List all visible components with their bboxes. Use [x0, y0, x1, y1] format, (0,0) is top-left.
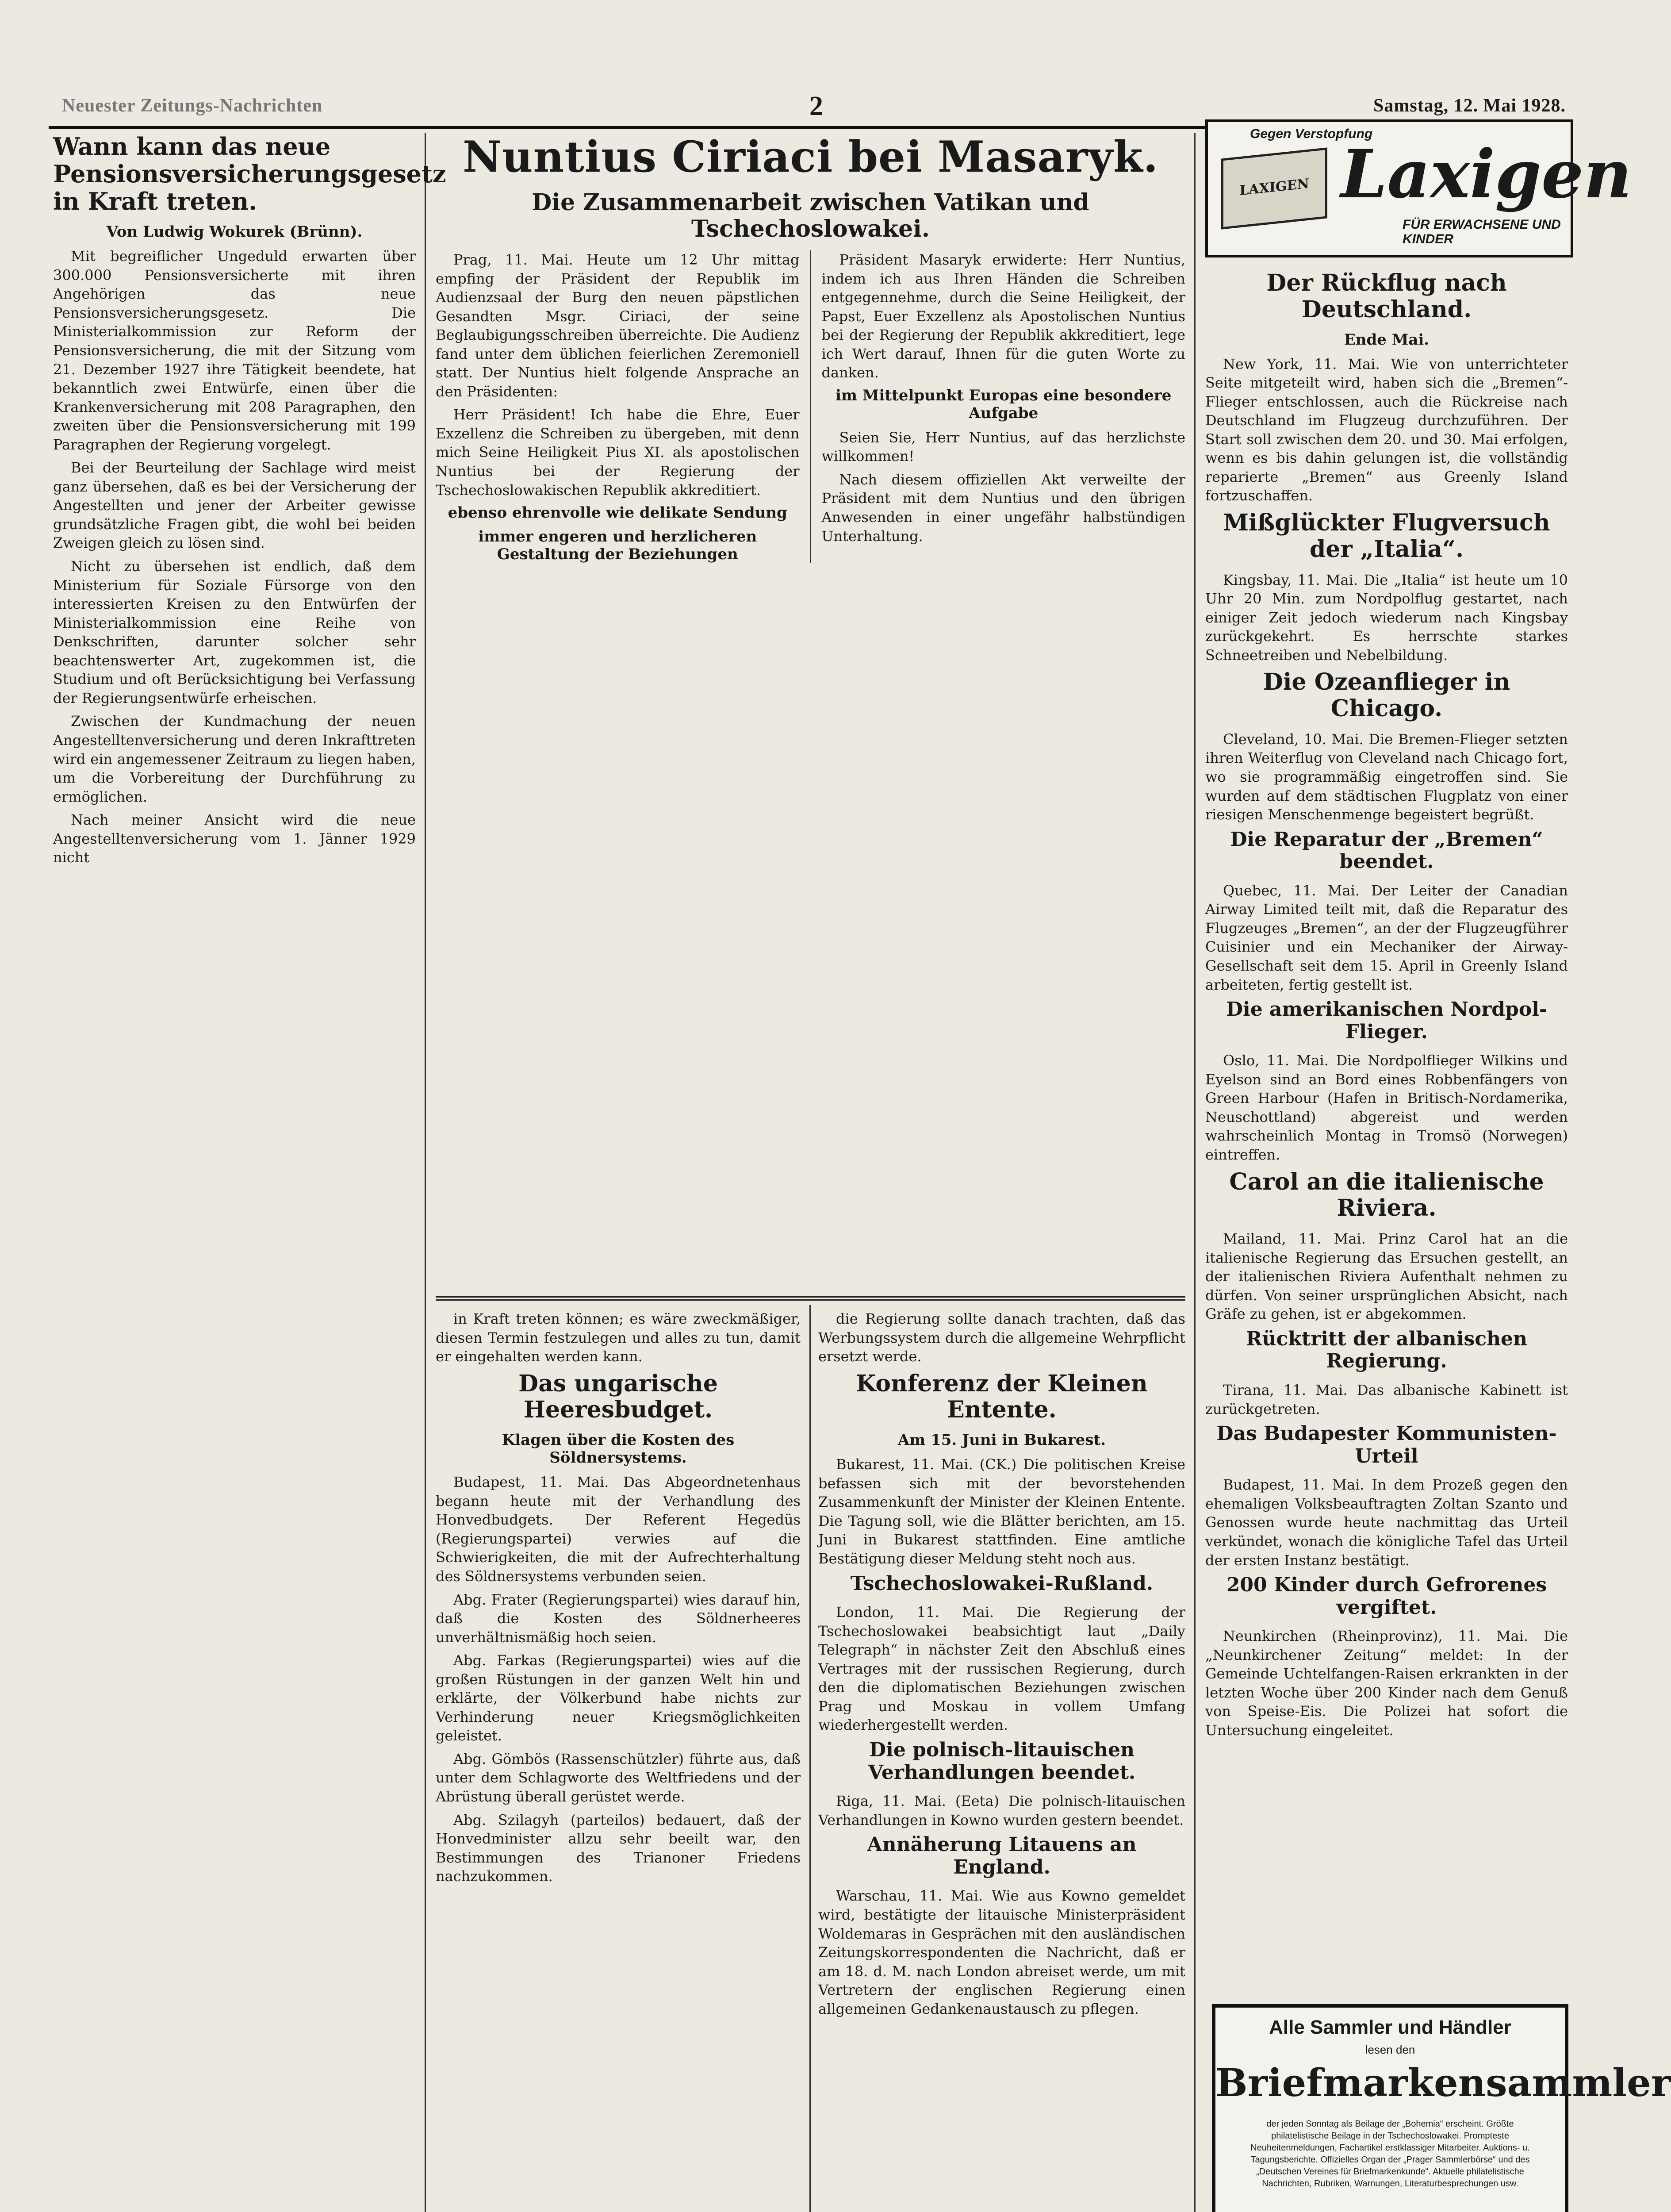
article-paragraph: Mit begreiflicher Ungeduld erwarten über 300.000 Pensionsversicherte mit ihren Angehörigen das neue Pensionsversicherungsgesetz. Die Ministerialkommission zur Reform der Pensionsversicherung, die mit der Sitzung vom 21. Dezember 1927 ihre Tätigkeit beendete, hat bekanntlich zwei Entwürfe, einen über die Krankenversicherung mit 208 Paragraphen, den zweiten über die Pensionsversicherung mit 199 Paragraphen der Regierung vorgelegt.	[53, 248, 416, 453]
article-paragraph: Nach meiner Ansicht wird die neue Angestelltenversicherung vom 1. Jänner 1929 nicht	[53, 811, 416, 866]
article-paragraph: Kingsbay, 11. Mai. Die „Italia“ ist heute um 10 Uhr 20 Min. zum Nordpolflug gestartet, nach einiger Zeit jedoch wiederum nach Kingsbay zurückgekehrt. Es herrschte starkes Schneetreiben und Nebelbildung.	[1205, 571, 1568, 664]
article-paragraph: Cleveland, 10. Mai. Die Bremen-Flieger setzten ihren Weiterflug von Cleveland nach Chicago fort, wo sie programmäßig eingetroffen sind. Sie wurden auf dem städtischen Flugplatz von einer riesigen Menschenmenge begeistert begrüßt.	[1205, 730, 1568, 823]
article-paragraph: in Kraft treten können; es wäre zweckmäßiger, diesen Termin festzulegen und alles zu tun, damit er eingehalten werden kann.	[436, 1310, 801, 1365]
article-title: Der Rückflug nach Deutschland.	[1266, 269, 1507, 323]
article-title: Die Ozeanflieger in Chicago.	[1263, 668, 1510, 722]
article-paragraph: Neunkirchen (Rheinprovinz), 11. Mai. Die „Neunkirchener Zeitung“ meldet: In der Gemeinde Uchtelfangen-Raisen erkrankten in der letzten Woche über 200 Kinder nach dem Genuß von Speise-Eis. Die Polizei hat sofort die Untersuchung eingeleitet.	[1205, 1628, 1568, 1739]
article-paragraph: Riga, 11. Mai. (Eeta) Die polnisch-litauischen Verhandlungen in Kowno wurden gestern beendet.	[818, 1793, 1185, 1828]
ad-tagline: Gegen Verstopfung	[1250, 127, 1373, 141]
article-title: Die Reparatur der „Bremen“ beendet.	[1230, 828, 1543, 873]
laxigen-package-icon	[1221, 147, 1327, 229]
foreign-news-section	[818, 1310, 1185, 2212]
article-paragraph: Herr Präsident! Ich habe die Ehre, Euer Exzellenz die Schreiben zu übergeben, mit denn mich Seine Heiligkeit Pius XI. als apostolischen Nuntius bei der Regierung der Tschechoslowakischen Republik akkreditiert.	[436, 406, 800, 499]
article-paragraph: Präsident Masaryk erwiderte: Herr Nuntius, indem ich aus Ihren Händen die Schreiben entgegennehme, durch die Seine Heiligkeit, der Papst, Euer Exzellenz als Apostolischen Nuntius bei der Regierung der Republik akkreditiert, lege ich Wert darauf, Ihnen für die guten Worte zu danken.	[821, 251, 1185, 381]
article-paragraph: Abg. Frater (Regierungspartei) wies darauf hin, daß die Kosten des Söldnerheeres unverhältnismäßig hoch seien.	[436, 1591, 801, 1646]
column-divider	[809, 1305, 811, 2212]
article-paragraph: Tirana, 11. Mai. Das albanische Kabinett ist zurückgetreten.	[1205, 1382, 1568, 1417]
ad-headline: Alle Sammler und Händler	[1269, 2016, 1511, 2038]
article-title: Tschechoslowakei-Rußland.	[850, 1572, 1154, 1595]
center-article-body	[436, 250, 1185, 563]
ad-body: der jeden Sonntag als Beilage der „Bohemia“ erscheint. Größte philatelistische Beilage in der Tschechoslowakei. Prompteste Neuheitenmeldungen, Fachartikel erstklassiger Mitarbeiter. Auktions- u. Tagungsberichte. Offizielles Organ der „Prager Sammlerbörse“ und des „Deutschen Vereines für Briefmarkenkunde“. Aktuelle philatelistische Nachrichten, Rubriken, Warnungen, Literaturbesprechungen usw.	[1250, 2119, 1530, 2189]
masthead-left: Neuester Zeitungs-Nachrichten	[62, 96, 323, 116]
laxigen-ad	[1205, 119, 1632, 257]
ad-brand: Laxigen	[1341, 135, 1632, 213]
article-title: Wann kann das neue Pensionsversicherungsgesetz in Kraft treten.	[53, 132, 446, 216]
issue-date: Samstag, 12. Mai 1928.	[1373, 96, 1566, 116]
ad-subline: lesen den	[1365, 2043, 1415, 2056]
briefmarkensammler-ad	[1212, 2004, 1671, 2212]
center-article	[436, 133, 1185, 1292]
article-title: Mißglückter Flugversuch der „Italia“.	[1223, 509, 1550, 563]
article-paragraph: Bei der Beurteilung der Sachlage wird meist ganz übersehen, daß es bei der Versicherung der Angestellten und jener der Arbeiter gewisse grundsätzliche Fragen gibt, die wohl bei beiden Zweigen gleich zu lösen sind.	[53, 459, 416, 552]
article-paragraph: Bukarest, 11. Mai. (CK.) Die politischen Kreise befassen sich mit der bevorstehenden Zusammenkunft der Minister der Kleinen Entente. Die Tagung soll, wie die Blätter berichten, am 15. Juni in Bukarest stattfinden. Eine amtliche Bestätigung dieser Meldung steht noch aus.	[818, 1456, 1185, 1567]
article-title: 200 Kinder durch Gefrorenes vergiftet.	[1226, 1574, 1547, 1619]
left-article	[53, 132, 446, 2212]
article-paragraph: Warschau, 11. Mai. Wie aus Kowno gemeldet wird, bestätigte der litauische Ministerpräsident Woldemaras in Gesprächen mit den ausländischen Zeitungskorrespondenten die Nachricht, daß er am 18. d. M. nach London abreiset werde, um mit Vertretern der englischen Regierung einen allgemeinen Gedankenaustausch zu pflegen.	[818, 1887, 1185, 2017]
column-divider	[1194, 133, 1196, 2212]
ad-subline: FÜR ERWACHSENE UND KINDER	[1403, 217, 1561, 246]
article-kicker: im Mittelpunkt Europas eine besondere Aufgabe	[836, 386, 1172, 422]
article-paragraph: die Regierung sollte danach trachten, daß das Werbungssystem durch die allgemeine Wehrpflicht ersetzt werde.	[818, 1310, 1185, 1365]
package-label: LAXIGEN	[1239, 176, 1309, 199]
article-title: Nuntius Ciriaci bei Masaryk.	[463, 132, 1158, 182]
ad-brand: Briefmarkensammler	[1215, 2061, 1671, 2105]
article-paragraph: Nicht zu übersehen ist endlich, daß dem Ministerium für Soziale Fürsorge von den interessierten Kreisen zu den Entwürfen der Ministerialkommission eine Reihe von Denkschriften, darunter solcher sehr beachtenswerter Art, zugekommen ist, die Studium und oft Berücksichtigung bei Verfassung der Regierungsentwürfe erheischen.	[53, 558, 416, 707]
article-paragraph: Abg. Szilagyh (parteilos) bedauert, daß der Honvedminister allzu sehr beeilt war, den Bestimmungen des Trianoner Friedens nachzukommen.	[436, 1811, 801, 1885]
article-paragraph: Budapest, 11. Mai. In dem Prozeß gegen den ehemaligen Volksbeauftragten Zoltan Szanto und Genossen wurde heute nachmittag das Urteil verkündet, wonach die königliche Tafel das Urteil der ersten Instanz bestätigt.	[1205, 1476, 1568, 1569]
page-header	[62, 91, 1566, 122]
article-paragraph: Zwischen der Kundmachung der neuen Angestelltenversicherung und deren Inkrafttreten wird ein angemessener Zeitraum zu liegen haben, um die Vorbereitung der Durchführung zu ermöglichen.	[53, 713, 416, 805]
article-kicker: Am 15. Juni in Bukarest.	[897, 1431, 1106, 1449]
page-number: 2	[809, 91, 824, 121]
article-kicker: immer engeren und herzlicheren Gestaltung der Beziehungen	[478, 528, 757, 564]
section-rule	[436, 1296, 1185, 1301]
article-paragraph: Quebec, 11. Mai. Der Leiter der Canadian Airway Limited teilt mit, daß die Reparatur des Flugzeuges „Bremen“, an der der Flugzeugführer Cuisinier und ein Mechaniker der Airway-Gesellschaft seit dem 15. April in Greenly Island arbeiteten, fertig gestellt ist.	[1205, 882, 1568, 993]
article-title: Die polnisch-litauischen Verhandlungen beendet.	[868, 1738, 1136, 1784]
article-paragraph: New York, 11. Mai. Wie von unterrichteter Seite mitgeteilt wird, haben sich die „Bremen“-Flieger entschlossen, auch die Rückreise nach Deutschland im Flugzeug durchzuführen. Der Start soll zwischen dem 20. und 30. Mai erfolgen, wenn es bis dahin gelungen ist, die vollständig reparierte „Bremen“ aus Greenly Island fortzuschaffen.	[1205, 355, 1568, 504]
article-title: Annäherung Litauens an England.	[867, 1833, 1137, 1878]
article-paragraph: Mailand, 11. Mai. Prinz Carol hat an die italienische Regierung das Ersuchen gestellt, an der italienischen Riviera Aufenthalt nehmen zu dürfen. Von seiner ursprünglichen Absicht, nach Gräfe zu gehen, ist er abgekommen.	[1205, 1230, 1568, 1323]
article-paragraph: Prag, 11. Mai. Heute um 12 Uhr mittag empfing der Präsident der Republik im Audienzsaal der Burg den neuen päpstlichen Gesandten Msgr. Ciriaci, der seine Beglaubigungsschreiben überreichte. Die Audienz fand unter dem üblichen feierlichen Zeremoniell statt. Der Nuntius hielt folgende Ansprache an den Präsidenten:	[436, 251, 800, 400]
article-kicker: Klagen über die Kosten des Söldnersystems.	[502, 1431, 735, 1467]
article-paragraph: Abg. Gömbös (Rassenschützler) führte aus, daß unter dem Schlagworte des Weltfriedens und der Abrüstung überall gerüstet werde.	[436, 1750, 801, 1805]
article-kicker: Ende Mai.	[1344, 330, 1430, 349]
article-paragraph: Nach diesem offiziellen Akt verweilte der Präsident mit dem Nuntius und den übrigen Anwesenden in einer ungefähr halbstündigen Unterhaltung.	[821, 471, 1185, 545]
article-paragraph: Seien Sie, Herr Nuntius, auf das herzlichste willkommen!	[821, 429, 1185, 465]
article-paragraph: Oslo, 11. Mai. Die Nordpolflieger Wilkins und Eyelson sind an Bord eines Robbenfängers von Green Harbour (Hafen in Britisch-Nordamerika, Neuschottland) abgereist und werden wahrscheinlich Montag in Tromsö (Norwegen) eintreffen.	[1205, 1052, 1568, 1164]
article-title: Rücktritt der albanischen Regierung.	[1246, 1327, 1528, 1373]
column-divider	[425, 133, 426, 2212]
article-title: Die amerikanischen Nordpol-Flieger.	[1226, 998, 1548, 1043]
article-paragraph: Budapest, 11. Mai. Das Abgeordnetenhaus begann heute mit der Verhandlung des Honvedbudgets. Der Referent Hegedüs (Regierungspartei) verwies auf die Schwierigkeiten, die mit der Aufrechterhaltung des Söldnersystems verbunden seien.	[436, 1474, 801, 1585]
right-news-column	[1205, 270, 1568, 1986]
article-title: Konferenz der Kleinen Entente.	[856, 1370, 1148, 1424]
article-title: Das ungarische Heeresbudget.	[518, 1370, 718, 1424]
article-title: Das Budapester Kommunisten-Urteil	[1216, 1422, 1557, 1467]
article-byline: Von Ludwig Wokurek (Brünn).	[106, 223, 363, 241]
article-title: Carol an die italienische Riviera.	[1229, 1168, 1544, 1222]
hungarian-budget-section	[436, 1310, 801, 2212]
article-subtitle: Die Zusammenarbeit zwischen Vatikan und Tschechoslowakei.	[532, 189, 1089, 243]
article-paragraph: London, 11. Mai. Die Regierung der Tschechoslowakei beabsichtigt laut „Daily Telegraph“ in nächster Zeit den Abschluß eines Vertrages mit der russischen Regierung, durch den die diplomatischen Beziehungen zwischen Prag und Moskau in vollem Umfang wiederhergestellt werden.	[818, 1604, 1185, 1734]
article-kicker: ebenso ehrenvolle wie delikate Sendung	[448, 504, 787, 522]
article-paragraph: Abg. Farkas (Regierungspartei) wies auf die großen Rüstungen in der ganzen Welt hin und erklärte, der Völkerbund habe nichts zur Verhinderung neuer Kriegsmöglichkeiten geleistet.	[436, 1652, 801, 1744]
